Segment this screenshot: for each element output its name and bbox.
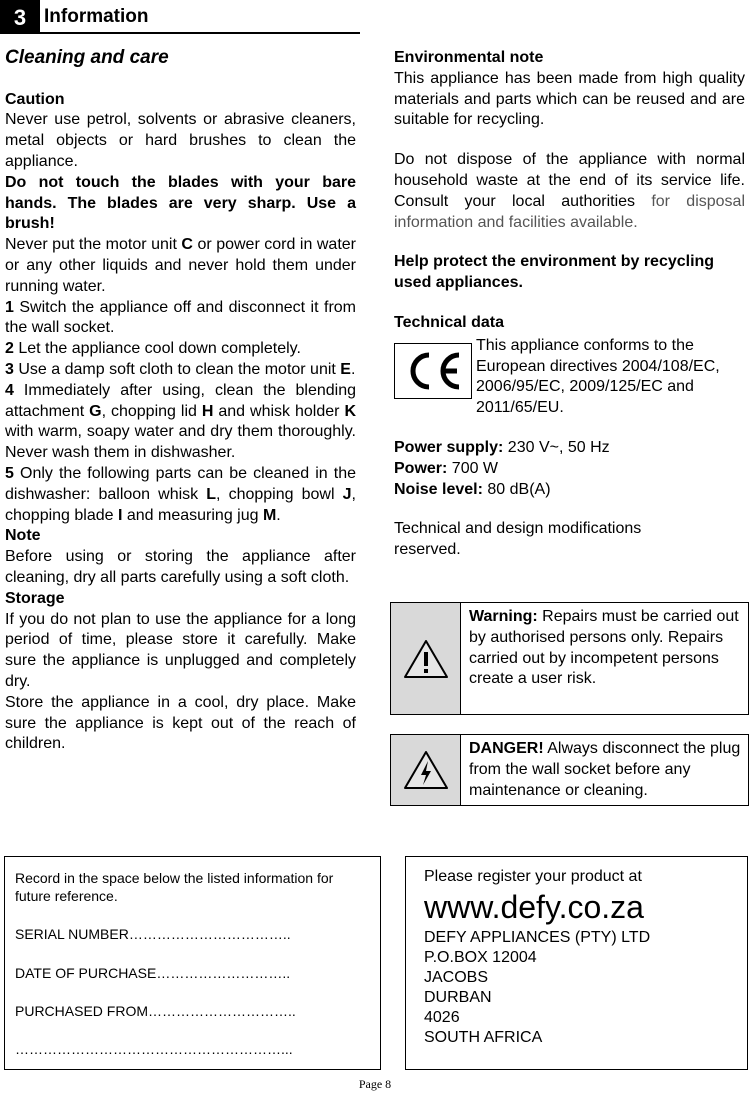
step-5: 5 Only the following parts can be cleaned in the dishwasher: balloon whisk L, chopping bowl J, chopping blade I and measuring jug M. <box>5 465 356 524</box>
power-supply: Power supply: 230 V~, 50 Hz <box>394 438 610 456</box>
step-3: 3 Use a damp soft cloth to clean the motor unit E. <box>5 361 356 379</box>
note-heading: Note <box>5 527 41 545</box>
warning-icon <box>402 637 450 681</box>
company-name: DEFY APPLIANCES (PTY) LTD <box>424 928 651 946</box>
caution-heading: Caution <box>5 90 65 108</box>
register-box <box>405 856 748 1070</box>
serial-number-field: SERIAL NUMBER…………………………….. <box>15 926 291 943</box>
register-prompt: Please register your product at <box>424 868 642 885</box>
blades-warning: Do not touch the blades with your bare hands. The blades are very sharp. Use a brush! <box>5 173 356 233</box>
technical-heading: Technical data <box>394 313 504 331</box>
environment-heading: Environmental note <box>394 49 544 66</box>
power: Power: 700 W <box>394 459 499 477</box>
po-box: P.O.BOX 12004 <box>424 948 537 966</box>
storage-text-2: Store the appliance in a cool, dry place. Make sure the appliance is kept out of the reach of children. <box>5 693 356 753</box>
address-city: DURBAN <box>424 988 492 1006</box>
ce-text: This appliance conforms to the European directives 2004/108/EC, 2006/95/EC, 2009/125/EC and 2011/65/EU. <box>476 336 720 417</box>
storage-heading: Storage <box>5 589 65 607</box>
modifications-note: Technical and design modifications reserved. <box>394 520 642 559</box>
storage-text-1: If you do not plan to use the appliance for a long period of time, please store it carefully. Make sure the appliance is unplugged and completely dry. <box>5 610 356 690</box>
address-area: JACOBS <box>424 968 489 986</box>
environment-protect: Help protect the environment by recycling used appliances. <box>394 253 715 292</box>
note-text: Before using or storing the appliance after cleaning, dry all parts carefully using a soft cloth. <box>5 548 356 587</box>
electric-hazard-icon <box>402 748 450 792</box>
cleaning-title: Cleaning and care <box>5 47 169 68</box>
purchased-from-field: PURCHASED FROM………………………….. <box>15 1002 296 1019</box>
info-column <box>394 48 745 561</box>
cleaning-column <box>5 46 356 755</box>
danger-warning-box <box>390 734 749 806</box>
ce-mark-icon <box>394 343 472 399</box>
header-rule <box>40 32 360 34</box>
address-postcode: 4026 <box>424 1008 460 1026</box>
repair-warning-text: Warning: Repairs must be carried out by authorised persons only. Repairs carried out by incompetent persons create a user risk. <box>469 608 739 688</box>
ce-logo <box>401 349 465 393</box>
ce-conformity <box>394 336 745 419</box>
address-country: SOUTH AFRICA <box>424 1028 543 1046</box>
record-box <box>4 856 381 1070</box>
page-number: Page 8 <box>358 1077 392 1091</box>
environment-text-1: This appliance has been made from high quality materials and parts which can be reused and are suitable for recycling. <box>394 69 745 129</box>
register-url[interactable]: www.defy.co.za <box>424 889 644 925</box>
blank-field: …………………………………………………... <box>15 1040 293 1057</box>
motor-warning: Never put the motor unit C or power cord in water or any other liquids and never hold them under running water. <box>5 236 356 295</box>
noise-level: Noise level: 80 dB(A) <box>394 480 551 498</box>
purchase-date-field: DATE OF PURCHASE……………………….. <box>15 964 291 981</box>
danger-warning-text: DANGER! Always disconnect the plug from the wall socket before any maintenance or cleaning. <box>469 740 741 799</box>
section-header <box>0 0 360 34</box>
step-1: 1 Switch the appliance off and disconnect it from the wall socket. <box>5 298 356 337</box>
record-intro: Record in the space below the listed information for future reference. <box>15 870 334 905</box>
section-number: 3 <box>0 0 40 34</box>
environment-text-2: Do not dispose of the appliance with normal household waste at the end of its service life. Consult your local authorities for disposal information and facilities available. <box>394 151 745 231</box>
step-4: 4 Immediately after using, clean the blending attachment G, chopping lid H and whisk holder K with warm, soapy water and dry them thoroughly. Never wash them in dishwasher. <box>5 381 356 462</box>
repair-warning-box <box>390 602 749 715</box>
step-2: 2 Let the appliance cool down completely. <box>5 340 301 358</box>
section-title: Information <box>44 6 149 27</box>
caution-text: Never use petrol, solvents or abrasive cleaners, metal objects or hard brushes to clean the appliance. <box>5 111 356 171</box>
